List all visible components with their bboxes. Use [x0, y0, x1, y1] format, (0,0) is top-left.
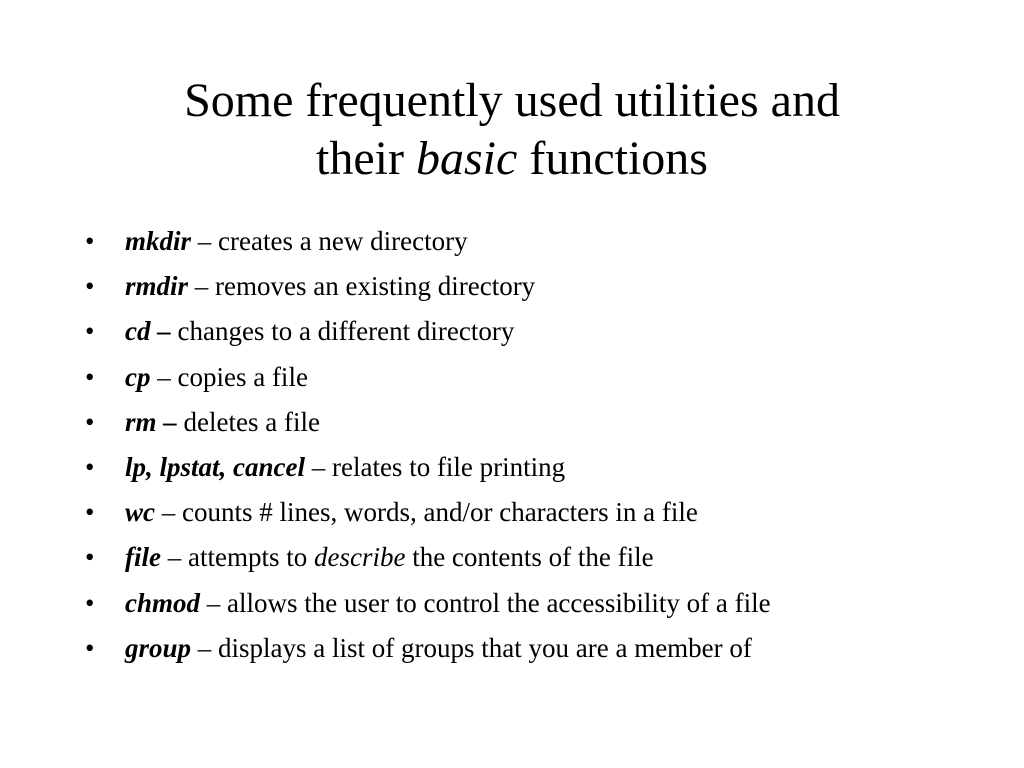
command-description: – allows the user to control the accessibility of a file [200, 587, 771, 618]
command-description: – creates a new directory [191, 226, 468, 256]
command-description-tail: the contents of the file [405, 542, 654, 573]
command-name: cd – [125, 316, 171, 347]
list-item [85, 631, 945, 665]
title-text-post: functions [517, 132, 708, 185]
command-name: group [125, 632, 192, 663]
list-item [85, 360, 945, 394]
list-item [85, 269, 945, 303]
command-description: – relates to file printing [304, 451, 566, 482]
bullet-icon: • [85, 497, 95, 528]
bullet-list [85, 224, 945, 676]
command-description: – copies a file [150, 361, 308, 392]
command-name: wc [125, 497, 155, 528]
bullet-icon: • [85, 587, 95, 618]
command-description: – counts # lines, words, and/or characters in a file [155, 497, 698, 528]
command-description-emphasis: describe [313, 542, 406, 573]
title-emphasis: basic [416, 132, 518, 185]
command-name: cp [125, 361, 151, 392]
title-line-2 [62, 130, 962, 188]
list-item [85, 405, 945, 439]
bullet-icon: • [85, 632, 95, 663]
bullet-icon: • [85, 361, 95, 392]
list-item [85, 495, 945, 529]
title-line-1: Some frequently used utilities and [184, 74, 840, 127]
command-name: rm – [125, 406, 177, 437]
bullet-icon: • [85, 226, 95, 256]
bullet-icon: • [85, 406, 95, 437]
bullet-icon: • [85, 271, 95, 302]
command-description: deletes a file [176, 406, 320, 437]
command-name: mkdir [125, 226, 192, 256]
command-description: – displays a list of groups that you are a member of [191, 632, 752, 663]
list-item [85, 224, 945, 258]
command-name: chmod [125, 587, 201, 618]
command-description: – attempts to [160, 542, 314, 573]
list-item [85, 540, 945, 574]
slide-title [62, 72, 962, 188]
command-name: rmdir [125, 271, 189, 302]
command-description: changes to a different directory [170, 316, 515, 347]
command-name: file [125, 542, 161, 573]
list-item [85, 586, 945, 620]
list-item [85, 314, 945, 348]
command-name: lp, lpstat, cancel [125, 451, 305, 482]
bullet-icon: • [85, 451, 95, 482]
bullet-icon: • [85, 316, 95, 347]
command-description: – removes an existing directory [188, 271, 536, 302]
list-item [85, 450, 945, 484]
bullet-icon: • [85, 542, 95, 573]
title-text-pre: their [316, 132, 416, 185]
